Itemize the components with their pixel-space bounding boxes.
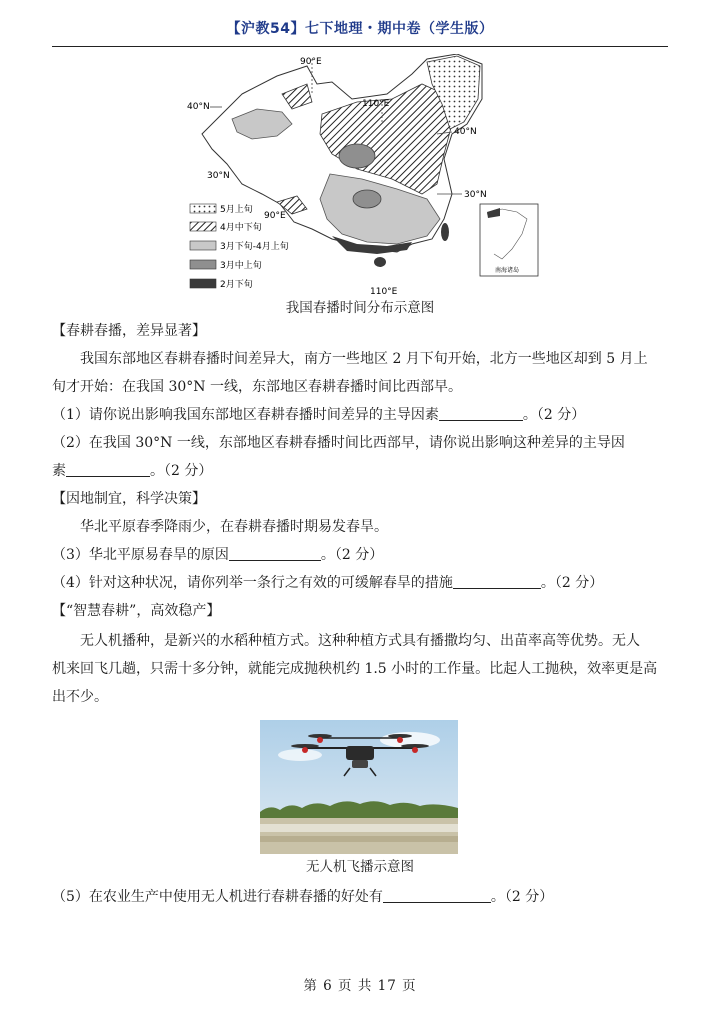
map-caption: 我国春播时间分布示意图 [285,300,435,316]
region-midgray-sichuan [339,144,375,168]
question-2-line1: （2）在我国 30°N 一线，东部地区春耕春播时间比西部早，请你说出影响这种差异的主导因 [52,435,625,451]
paragraph-3-line1: 无人机播种，是新兴的水稻种植方式。这种种植方式具有播撒均匀、出苗率高等优势。无人 [80,633,640,649]
drone-photo-svg [260,720,458,854]
page-header-title: 【沪教54】七下地理・期中卷（学生版） [226,21,494,37]
question-1-score: 。（2 分） [522,407,586,423]
inset-label: 南海诸岛 [495,267,520,274]
coord-label: 30°N [207,171,230,181]
question-3 [52,544,672,566]
header-divider [52,46,668,47]
photo-caption: 无人机飞播示意图 [306,859,414,875]
coord-label: 40°N [454,127,477,137]
section-title-3: 【“智慧春耕”，高效稳产】 [52,603,221,619]
question-4-text: （4）针对这种状况，请你列举一条行之有效的可缓解春旱的措施 [52,575,453,591]
question-3-text: （3）华北平原易春旱的原因 [52,547,229,563]
answer-blank-3[interactable] [229,546,321,561]
coord-label: 90°E [300,57,322,67]
legend-label: 5月上旬 [220,205,253,215]
answer-blank-4[interactable] [453,574,541,589]
paragraph-3-line2: 机来回飞几趟，只需十多分钟，就能完成抛秧机约 1.5 小时的工作量。比起人工抛秧，效率更是高 [52,661,658,677]
answer-blank-2[interactable] [66,462,150,477]
paragraph-1-line2: 旬才开始：在我国 30°N 一线，东部地区春耕春播时间比西部早。 [52,379,462,395]
question-4-score: 。（2 分） [540,575,604,591]
question-3-score: 。（2 分） [320,547,384,563]
paragraph-3-line3: 出不少。 [52,689,108,705]
coord-label: 40°N [187,102,210,112]
legend-label: 3月下旬-4月上旬 [220,242,289,252]
question-1-text: （1）请你说出影响我国东部地区春耕春播时间差异的主导因素 [52,407,439,423]
question-1 [52,404,672,426]
answer-blank-1[interactable] [439,406,523,421]
legend-label: 2月下旬 [220,280,253,290]
inset-south-china-sea [480,204,538,276]
paragraph-2: 华北平原春季降雨少，在春耕春播时期易发春旱。 [80,519,388,535]
question-2-score: 。（2 分） [150,463,213,479]
island-taiwan [441,223,449,241]
section-title-2: 【因地制宜，科学决策】 [52,491,206,507]
legend-label: 3月中上旬 [220,261,262,271]
answer-blank-5[interactable] [383,888,491,903]
section-title-1: 【春耕春播，差异显著】 [52,323,206,339]
question-5 [52,886,672,908]
page-number: 第 6 页 共 17 页 [303,978,417,994]
question-2-text: 素 [52,463,66,479]
question-2-line2 [52,460,672,482]
question-5-text: （5）在农业生产中使用无人机进行春耕春播的好处有 [52,889,383,905]
coord-label: 110°E [362,99,390,109]
region-midgray-south [353,190,381,208]
coord-label: 110°E [370,287,398,297]
paragraph-1-line1: 我国东部地区春耕春播时间差异大，南方一些地区 2 月下旬开始，北方一些地区却到 5 月上 [80,351,648,367]
question-4 [52,572,672,594]
china-map-svg [182,54,554,300]
coord-label: 90°E [264,211,286,221]
coord-label: 30°N [464,190,487,200]
question-5-score: 。（2 分） [490,889,554,905]
island-hainan [374,257,386,267]
drone-photo [260,720,458,854]
spring-sowing-map [182,54,554,300]
legend-label: 4月中下旬 [220,223,262,233]
